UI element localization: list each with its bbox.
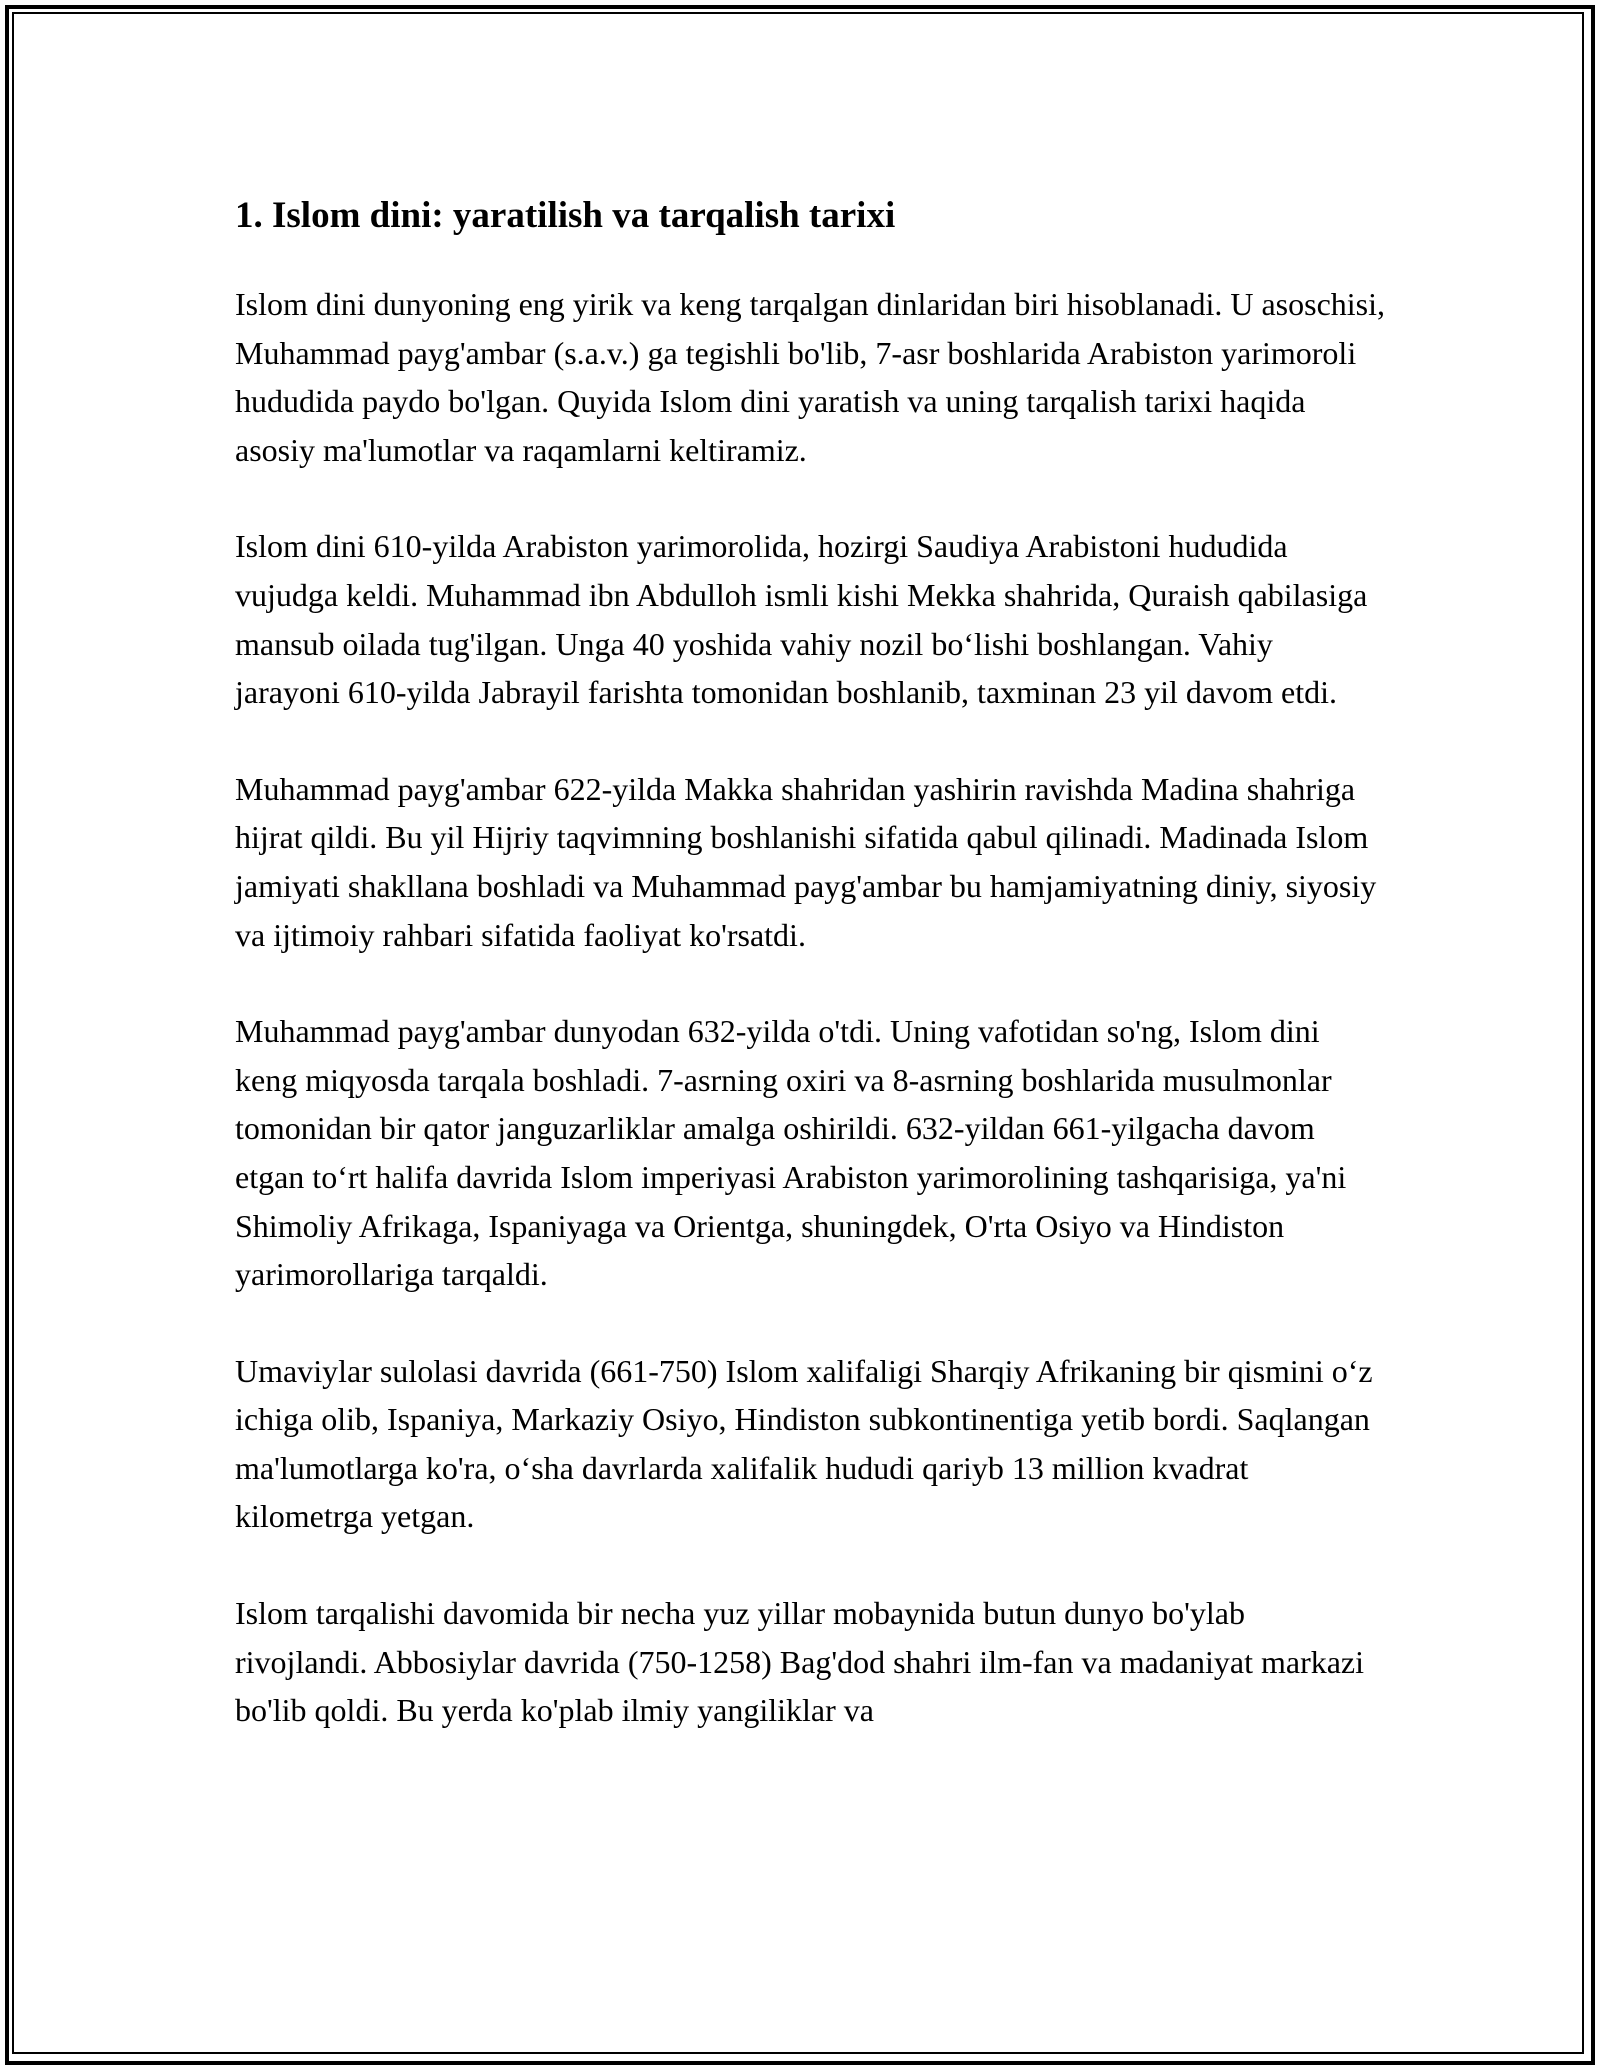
paragraph-3: Muhammad payg'ambar 622-yilda Makka shahridan yashirin ravishda Madina shahriga hijrat qildi. Bu yil Hijriy taqvimning boshlanishi sifatida qabul qilinadi. Madinada Islom jamiyati shakllana boshladi va Muhammad payg'ambar bu hamjamiyatning diniy, siyosiy va ijtimoiy rahbari sifatida faoliyat ko'rsatdi. — [235, 770, 1377, 953]
paragraph-1: Islom dini dunyoning eng yirik va keng tarqalgan dinlaridan biri hisoblanadi. U asoschisi, Muhammad payg'ambar (s.a.v.) ga tegishli bo'lib, 7-asr boshlarida Arabiston yarimoroli hududida paydo bo'lgan. Quyida Islom dini yaratish va uning tarqalish tarixi haqida asosiy ma'lumotlar va raqamlarni keltiramiz. — [235, 286, 1386, 468]
paragraph-5: Umaviylar sulolasi davrida (661-750) Islom xalifaligi Sharqiy Afrikaning bir qismini o‘z ichiga olib, Ispaniya, Markaziy Osiyo, Hindiston subkontinentiga yetib bordi. Saqlangan ma'lumotlarga ko'ra, o‘sha davrlarda xalifalik hududi qariyb 13 million kvadrat kilometrga yetgan. — [235, 1352, 1373, 1535]
paragraph-2: Islom dini 610-yilda Arabiston yarimorolida, hozirgi Saudiya Arabistoni hududida vujudga keldi. Muhammad ibn Abdulloh ismli kishi Mekka shahrida, Quraish qabilasiga mansub oilada tug'ilgan. Unga 40 yoshida vahiy nozil bo‘lishi boshlangan. Vahiy jarayoni 610-yilda Jabrayil farishta tomonidan boshlanib, taxminan 23 yil davom etdi. — [235, 528, 1368, 711]
section-heading: 1. Islom dini: yaratilish va tarqalish tarixi — [235, 195, 896, 236]
document-body — [235, 188, 1385, 1783]
paragraph-6: Islom tarqalishi davomida bir necha yuz yillar mobaynida butun dunyo bo'ylab rivojlandi. Abbosiylar davrida (750-1258) Bag'dod shahri ilm-fan va madaniyat markazi bo'lib qoldi. Bu yerda ko'plab ilmiy yangiliklar va — [235, 1595, 1365, 1729]
paragraph-4: Muhammad payg'ambar dunyodan 632-yilda o'tdi. Uning vafotidan so'ng, Islom dini keng miqyosda tarqala boshladi. 7-asrning oxiri va 8-asrning boshlarida musulmonlar tomonidan bir qator janguzarliklar amalga oshirildi. 632-yildan 661-yilgacha davom etgan to‘rt halifa davrida Islom imperiyasi Arabiston yarimorolining tashqarisiga, ya'ni Shimoliy Afrikaga, Ispaniyaga va Orientga, shuningdek, O'rta Osiyo va Hindiston yarimorollariga tarqaldi. — [235, 1013, 1347, 1293]
